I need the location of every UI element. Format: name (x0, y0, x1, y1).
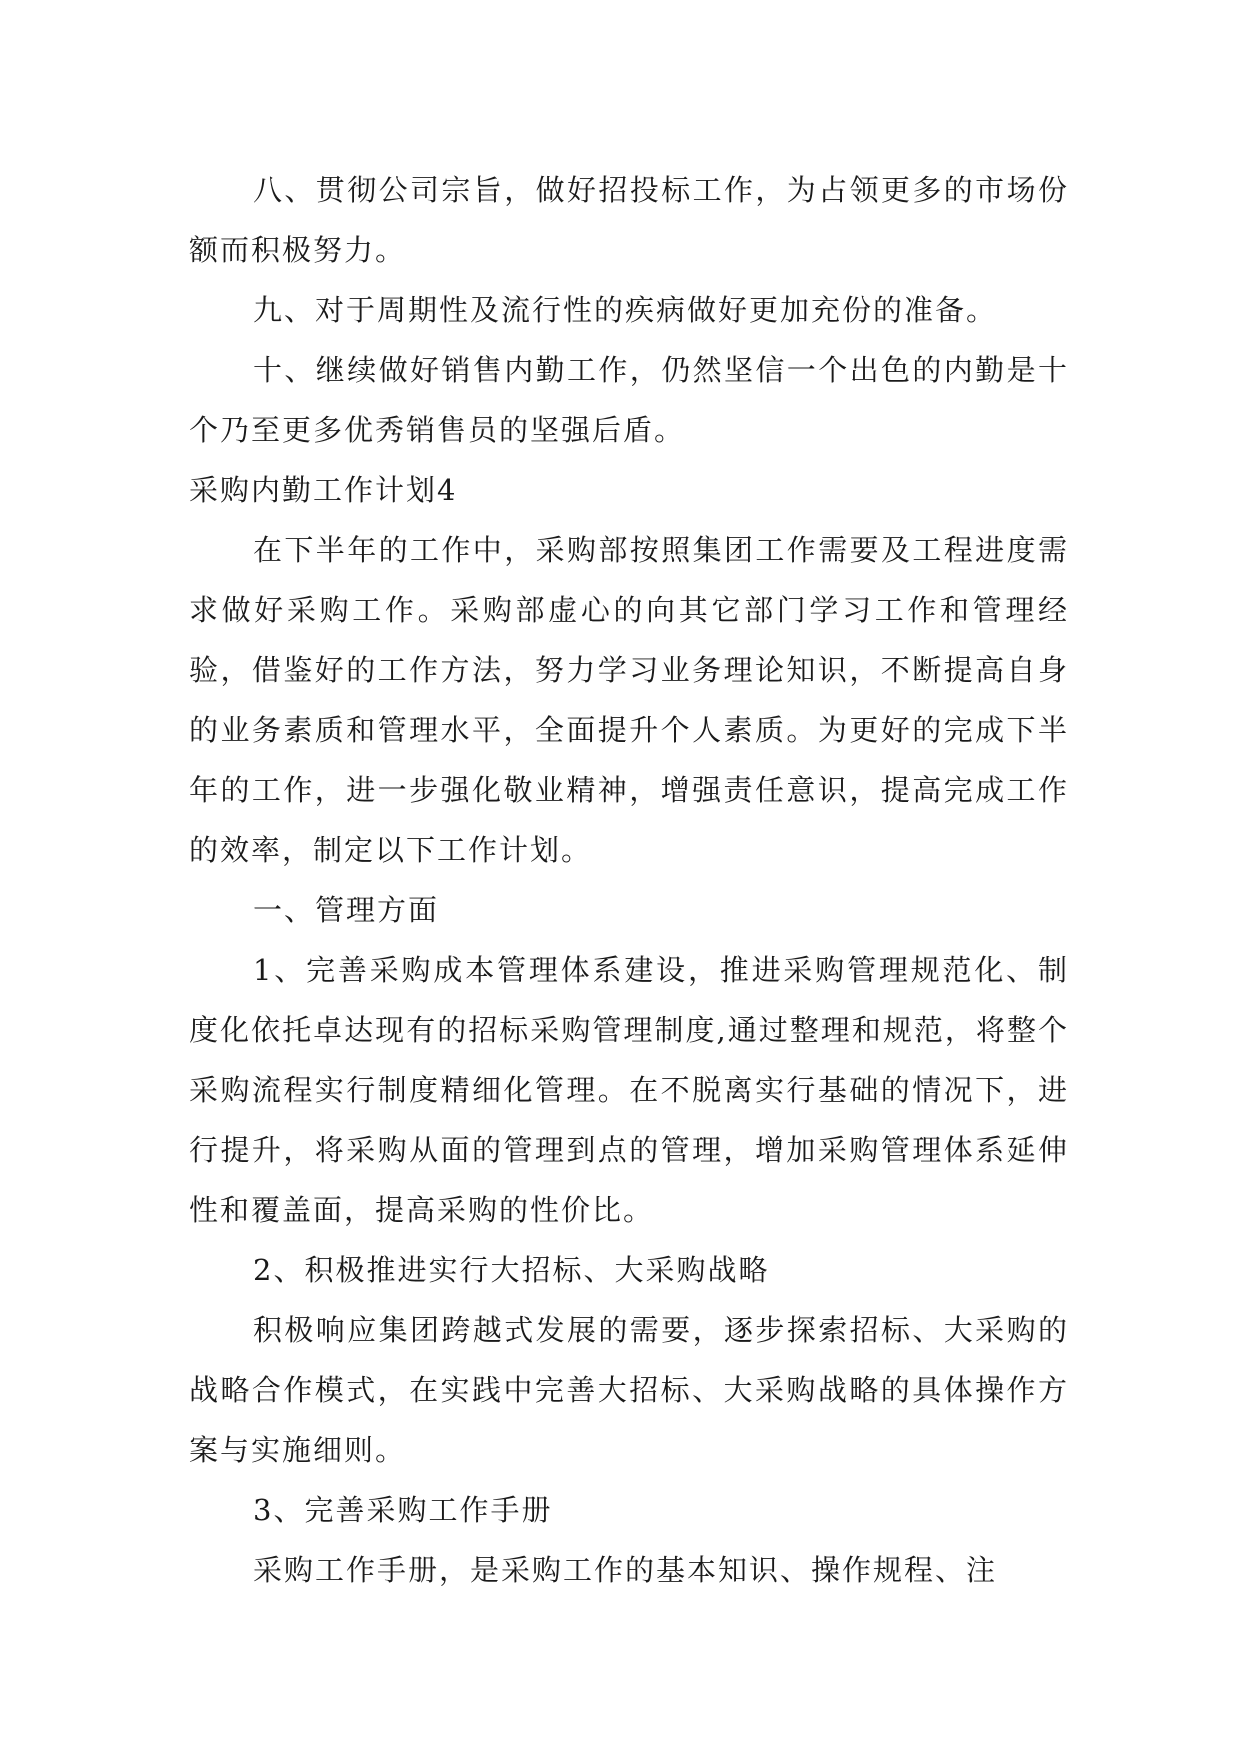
subsection-title-management: 一、管理方面 (253, 893, 440, 927)
intro-paragraph: 在下半年的工作中，采购部按照集团工作需要及工程进度需求做好采购工作。采购部虚心的向其它部门学习工作和管理经验，借鉴好的工作方法，努力学习业务理论知识，不断提高自身的业务素质和管理水平，全面提升个人素质。为更好的完成下半年的工作，进一步强化敬业精神，增强责任意识，提高完成工作的效率，制定以下工作计划。 (189, 533, 1069, 867)
paragraph-point-2-body: 积极响应集团跨越式发展的需要，逐步探索招标、大采购的战略合作模式，在实践中完善大招标、大采购战略的具体操作方案与实施细则。 (189, 1313, 1069, 1467)
paragraph-point-1: 1、完善采购成本管理体系建设，推进采购管理规范化、制度化依托卓达现有的招标采购管理制度,通过整理和规范，将整个采购流程实行制度精细化管理。在不脱离实行基础的情况下，进行提升，将采购从面的管理到点的管理，增加采购管理体系延伸性和覆盖面，提高采购的性价比。 (189, 953, 1069, 1227)
paragraph-point-3-body: 采购工作手册，是采购工作的基本知识、操作规程、注 (253, 1553, 998, 1587)
document-body (189, 160, 1069, 1600)
section-title: 采购内勤工作计划4 (189, 473, 458, 507)
paragraph-item-9: 九、对于周期性及流行性的疾病做好更加充份的准备。 (253, 293, 998, 327)
paragraph-point-2-title: 2、积极推进实行大招标、大采购战略 (253, 1253, 770, 1287)
paragraph-item-10: 十、继续做好销售内勤工作，仍然坚信一个出色的内勤是十个乃至更多优秀销售员的坚强后盾。 (189, 353, 1069, 447)
paragraph-item-8: 八、贯彻公司宗旨，做好招投标工作，为占领更多的市场份额而积极努力。 (189, 173, 1069, 267)
paragraph-point-3-title: 3、完善采购工作手册 (253, 1493, 553, 1527)
